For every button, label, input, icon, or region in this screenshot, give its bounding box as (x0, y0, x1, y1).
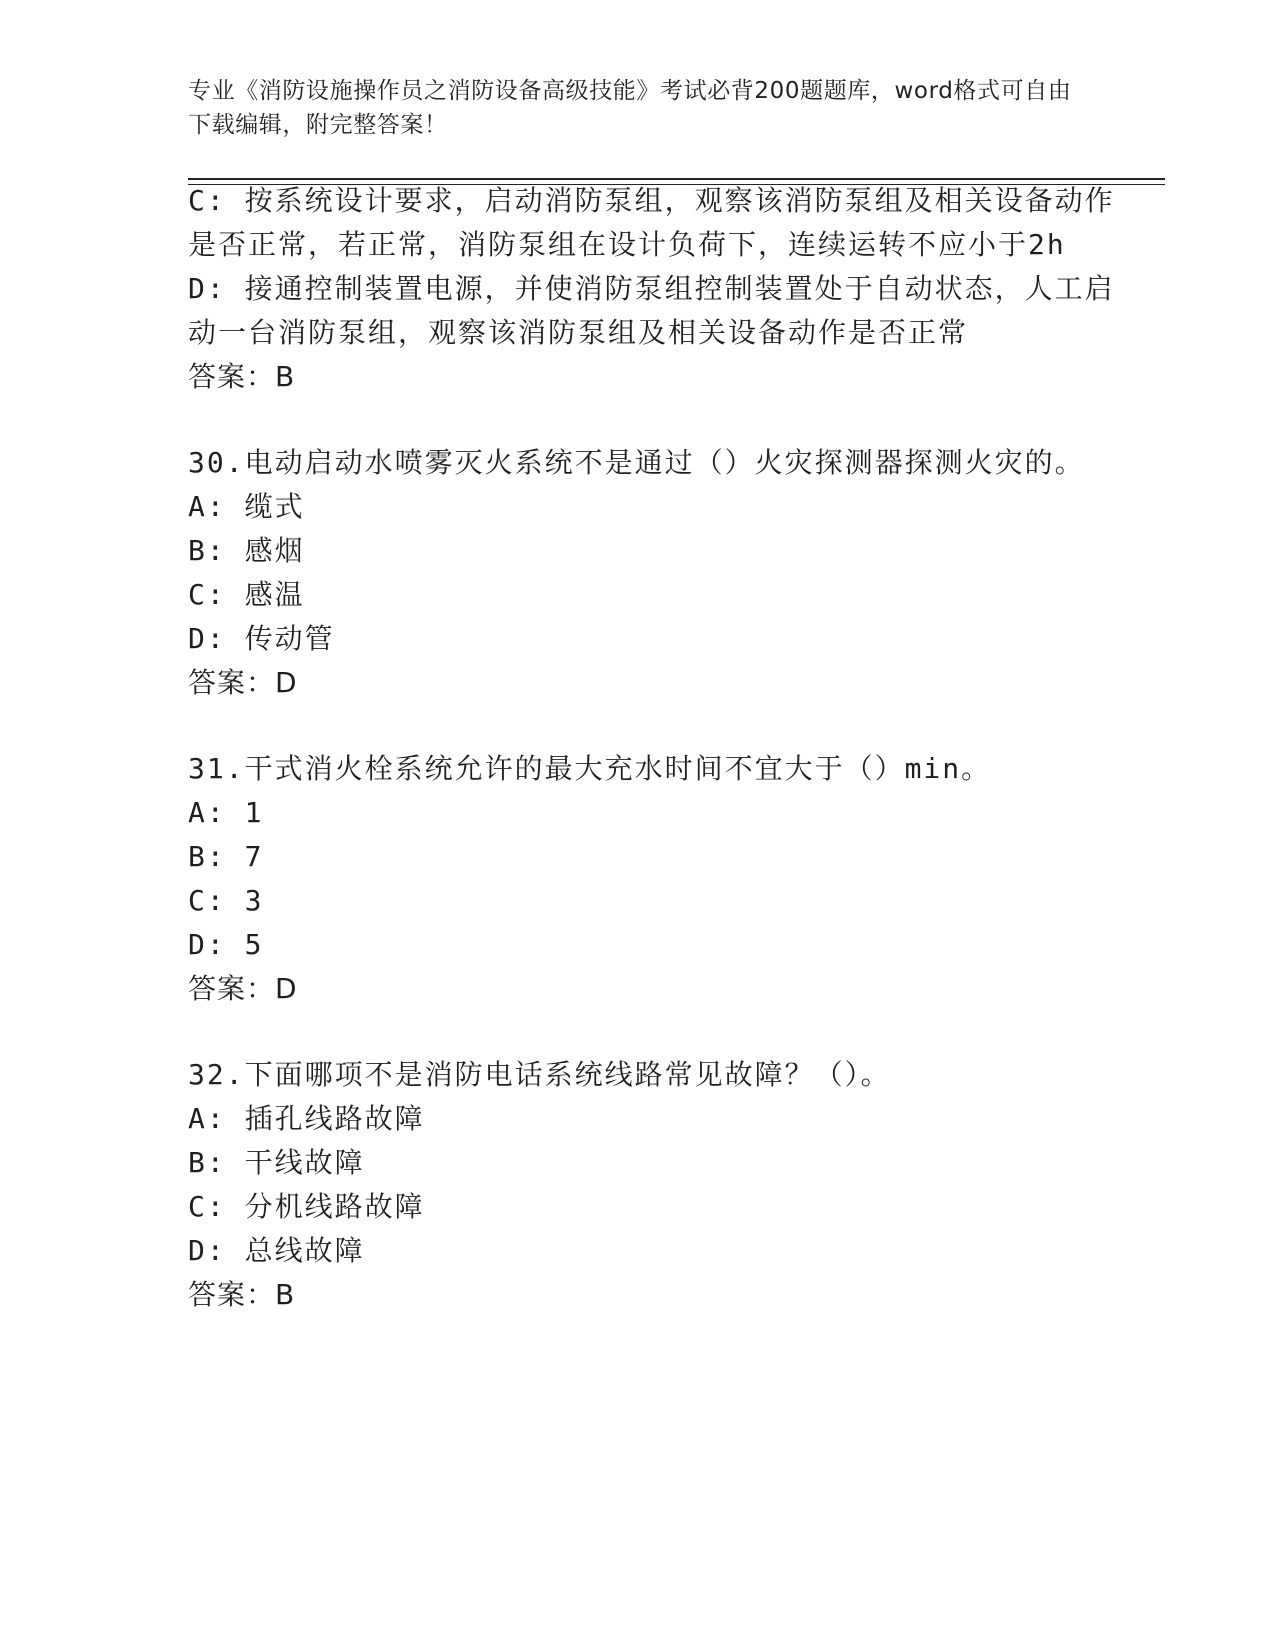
question-stem: 32.下面哪项不是消防电话系统线路常见故障？（）。 (188, 1058, 891, 1091)
answer-line: 答案：B (188, 360, 296, 393)
answer-line: 答案：D (188, 972, 298, 1005)
option-d: D: 传动管 (188, 622, 335, 655)
option-c: C: 3 (188, 884, 264, 917)
option-c-line-1: C: 按系统设计要求，启动消防泵组，观察该消防泵组及相关设备动作 (188, 184, 1115, 217)
page-header: 专业《消防设施操作员之消防设备高级技能》考试必背200题题库，word格式可自由下载编辑，附完整答案！ (188, 78, 1072, 138)
option-b: B: 感烟 (188, 534, 305, 567)
answer-line: 答案：B (188, 1278, 296, 1311)
option-a: A: 缆式 (188, 490, 305, 523)
option-b: B: 干线故障 (188, 1146, 365, 1179)
option-c: C: 分机线路故障 (188, 1190, 425, 1223)
option-d: D: 5 (188, 928, 264, 961)
option-a: A: 1 (188, 796, 264, 829)
option-b: B: 7 (188, 840, 264, 873)
question-stem: 30.电动启动水喷雾灭火系统不是通过（）火灾探测器探测火灾的。 (188, 446, 1085, 479)
option-d: D: 总线故障 (188, 1234, 365, 1267)
question-stem: 31.干式消火栓系统允许的最大充水时间不宜大于（）min。 (188, 752, 992, 785)
option-a: A: 插孔线路故障 (188, 1102, 425, 1135)
option-c: C: 感温 (188, 578, 305, 611)
answer-line: 答案：D (188, 666, 298, 699)
option-c-line-2: 是否正常，若正常，消防泵组在设计负荷下，连续运转不应小于2h (188, 228, 1066, 261)
option-d-line-2: 动一台消防泵组，观察该消防泵组及相关设备动作是否正常 (188, 316, 969, 349)
option-d-line-1: D: 接通控制装置电源，并使消防泵组控制装置处于自动状态，人工启 (188, 272, 1115, 305)
